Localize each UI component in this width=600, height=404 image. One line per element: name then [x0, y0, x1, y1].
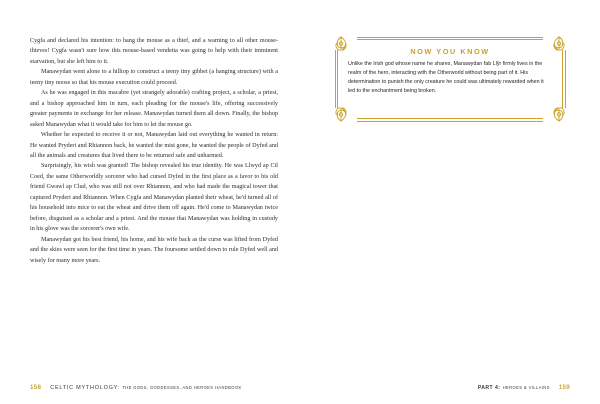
body-paragraph: Whether he expected to receive it or not, Manawydan laid out everything he wanted in return: He wanted Pryderi and Rhiannon back, he wanted the mist gone, he wanted the people of Dyfed and all the animals and creatures that lived there to be returned safe and unharmed.	[30, 132, 278, 159]
running-head	[50, 385, 241, 391]
body-paragraph: Surprisingly, his wish was granted! The bishop revealed his true identity. He was Llwyd ap Cil Coed, the same Otherworldly sorcerer who had cursed Dyfed in the first place as a favor to his old friend Gwawl ap Clud, who was still not over Rhiannon, and who had made the magical tower that captured Pryderi and Rhiannon. When Cygfa and Manawydan planted their wheat, he'd turned all of his household into mice to eat the wheat and drive them off again. He'd come to Manawydan twice before, disguised as a scholar and a priest. And the mouse that Manawydan was holding in custody in his glove was the sorcerer's own wife.	[30, 163, 278, 233]
celtic-knot-icon	[330, 104, 352, 126]
page-number: 159	[558, 384, 570, 391]
border-rule-outer-top	[357, 37, 543, 38]
border-rule-inner-top	[357, 39, 543, 40]
now-you-know-box	[331, 33, 569, 125]
border-rule-inner-bottom	[357, 118, 543, 119]
body-paragraph: As he was engaged in this macabre (yet strangely adorable) crafting project, a scholar, a priest, and a bishop approached him in turn, each pleading for the mouse's life, offering successively greater payments in exchange for her release. Manawydan turned them all down. Finally, the bishop asked Manawydan what it would take for him to let the mouse go.	[30, 90, 278, 128]
running-head-part-label: PART 4:	[477, 385, 501, 391]
running-head	[478, 385, 550, 391]
left-page-footer	[30, 384, 242, 391]
border-rule-outer-right	[565, 50, 566, 108]
celtic-knot-icon	[548, 104, 570, 126]
body-paragraph: Manawydan went alone to a hilltop to construct a teeny tiny gibbet (a hanging structure) with a teeny tiny noose so that his mouse execution could proceed.	[30, 69, 278, 86]
border-rule-outer-bottom	[357, 121, 543, 122]
right-page	[300, 0, 600, 404]
running-head-title: CELTIC MYTHOLOGY:	[50, 385, 121, 391]
border-rule-inner-left	[337, 50, 338, 108]
border-rule-inner-right	[562, 50, 563, 108]
body-paragraph: Cygfa and declared his intention: to hang the mouse as a thief, and a warning to all other mouse-thieves! Cygfa wasn't sure how this mouse-based vendetta was going to help with their imminent starvation, but she left him to it.	[30, 38, 278, 65]
body-paragraph: Manawydan got his best friend, his home, and his wife back as the curse was lifted from Dyfed and the skies were seen for the first time in years. The foursome settled down to rule Dyfed well and wisely for many more years.	[30, 236, 278, 264]
right-page-footer	[478, 384, 570, 391]
page-number: 158	[30, 384, 42, 391]
running-head-subtitle: THE GODS, GODDESSES, AND HEROES HANDBOOK	[122, 385, 242, 390]
now-you-know-title: NOW YOU KNOW	[410, 47, 490, 56]
now-you-know-body: Unlike the Irish god whose name he shares, Manawydan fab Llŷr firmly lives in the realm of the hero, interacting with the Otherworld without being part of it. His determination to punish the only creature he could was ultimately rewarded when it led to the enchantment being broken.	[348, 61, 544, 95]
running-head-part-title: HEROES & VILLAINS	[502, 385, 550, 390]
border-rule-outer-left	[335, 50, 336, 108]
